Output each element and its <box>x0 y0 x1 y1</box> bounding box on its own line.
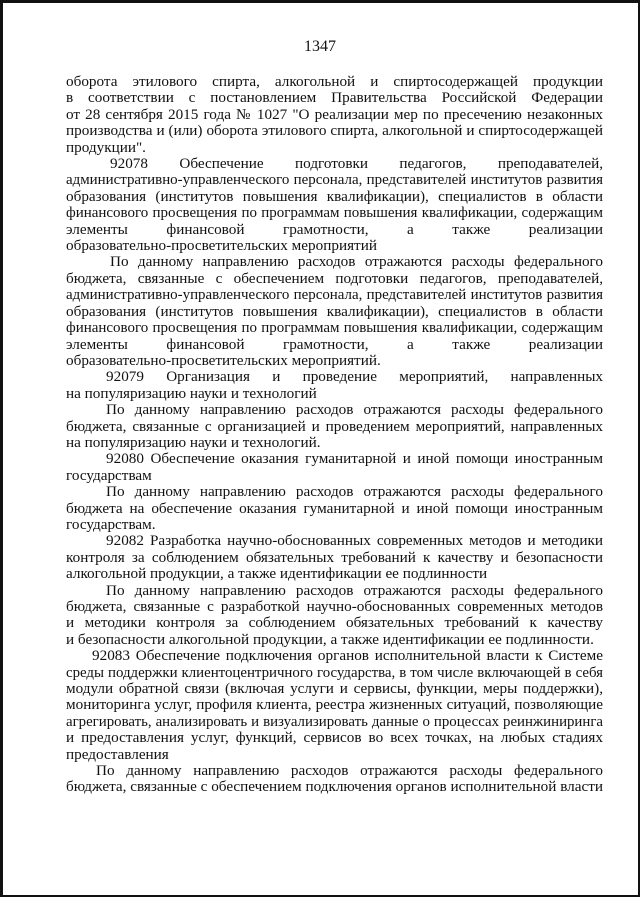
text-line: бюджета на обеспечение оказания гуманитарной и иной помощи иностранным <box>66 499 603 517</box>
text-line: от 28 сентября 2015 года № 1027 "О реализации мер по пресечению незаконных <box>66 105 603 123</box>
text-line: элементы финансовой грамотности, а также реализации <box>66 335 603 353</box>
scan-edge-top <box>0 0 640 3</box>
text-line: образовательно-просветительских мероприятий. <box>66 351 381 369</box>
text-line: на популяризацию науки и технологий. <box>66 433 321 451</box>
text-line: агрегировать, анализировать и визуализировать данные о процессах реинжиниринга <box>66 713 603 730</box>
text-line: 92083 Обеспечение подключения органов исполнительной власти к Системе <box>92 647 603 665</box>
text-line: оборота этилового спирта, алкогольной и спиртосодержащей продукции <box>66 73 603 90</box>
text-line: образовательно-просветительских мероприятий <box>66 237 377 255</box>
paragraph-92080-heading <box>66 451 603 484</box>
text-line: административно-управленческого персонала, представителей институтов развития <box>66 172 603 189</box>
text-line: в соответствии с постановлением Правительства Российской Федерации <box>66 89 603 107</box>
text-line: мониторинга услуг, профиля клиента, реестра жизненных ситуаций, позволяющие <box>66 696 603 714</box>
text-line: бюджета, связанные с организацией и проведением мероприятий, направленных <box>66 417 603 435</box>
text-line: предоставления <box>66 745 169 763</box>
paragraph-92082-heading <box>66 533 603 582</box>
text-line: продукции". <box>66 138 146 156</box>
text-line: По данному направлению расходов отражаются расходы федерального <box>106 483 603 501</box>
text-line: на популяризацию науки и технологий <box>66 384 317 402</box>
text-line: образования (институтов повышения квалификации), специалистов в области <box>66 302 603 320</box>
text-line: По данному направлению расходов отражаются расходы федерального <box>106 401 603 419</box>
text-line: бюджета, связанные с обеспечением подготовки педагогов, преподавателей, <box>66 269 603 287</box>
text-line: 92079 Организация и проведение мероприятий, направленных <box>106 368 603 386</box>
scan-edge-left <box>0 0 3 897</box>
text-line: модули обратной связи (включая услуги и сервисы, функции, меры поддержки), <box>66 680 603 698</box>
document-body <box>66 74 603 796</box>
text-line: среды поддержки клиентоцентричного государства, в том числе включающей в себя <box>66 664 603 681</box>
text-line: По данному направлению расходов отражаются расходы федерального <box>110 253 603 271</box>
text-line: контроля за соблюдением обязательных требований к качеству и безопасности <box>66 548 603 566</box>
text-line: 92082 Разработка научно-обоснованных современных методов и методики <box>106 532 603 550</box>
text-line: финансового просвещения по программам повышения квалификации, содержащим <box>66 205 603 222</box>
text-line: элементы финансовой грамотности, а также реализации <box>66 220 603 238</box>
text-line: производства и (или) оборота этилового спирта, алкогольной и спиртосодержащей <box>66 122 603 140</box>
text-line: и методики контроля за соблюдением обязательных требований к качеству <box>66 614 603 632</box>
page-number: 1347 <box>304 38 336 55</box>
paragraph-continuation <box>66 74 603 156</box>
paragraph-92079-heading <box>66 369 603 402</box>
text-line: образования (институтов повышения квалификации), специалистов в области <box>66 187 603 205</box>
text-line: и предоставления услуг, функций, сервисов во всех точках, на любых стадиях <box>66 729 603 747</box>
text-line: бюджета, связанные с разработкой научно-обоснованных современных методов <box>66 598 603 615</box>
paragraph-92083-heading <box>66 648 603 763</box>
text-line: административно-управленческого персонала, представителей институтов развития <box>66 287 603 304</box>
paragraph-92078-heading <box>66 156 603 254</box>
text-line: государствам <box>66 466 152 484</box>
paragraph-92080-body <box>66 484 603 533</box>
text-line: По данному направлению расходов отражаются расходы федерального <box>96 762 603 780</box>
text-line: финансового просвещения по программам повышения квалификации, содержащим <box>66 320 603 337</box>
text-line: 92080 Обеспечение оказания гуманитарной и иной помощи иностранным <box>106 450 603 468</box>
text-line: 92078 Обеспечение подготовки педагогов, преподавателей, <box>110 155 603 173</box>
text-line: государствам. <box>66 515 156 533</box>
paragraph-92078-body <box>66 254 603 369</box>
text-line: бюджета, связанные с обеспечением подключения органов исполнительной власти <box>66 778 603 796</box>
paragraph-92083-body <box>66 763 603 796</box>
paragraph-92079-body <box>66 402 603 451</box>
paragraph-92082-body <box>66 583 603 649</box>
text-line: По данному направлению расходов отражаются расходы федерального <box>106 581 603 599</box>
text-line: и безопасности алкогольной продукции, а также идентификации ее подлинности. <box>66 630 594 648</box>
text-line: алкогольной продукции, а также идентификации ее подлинности <box>66 565 488 583</box>
